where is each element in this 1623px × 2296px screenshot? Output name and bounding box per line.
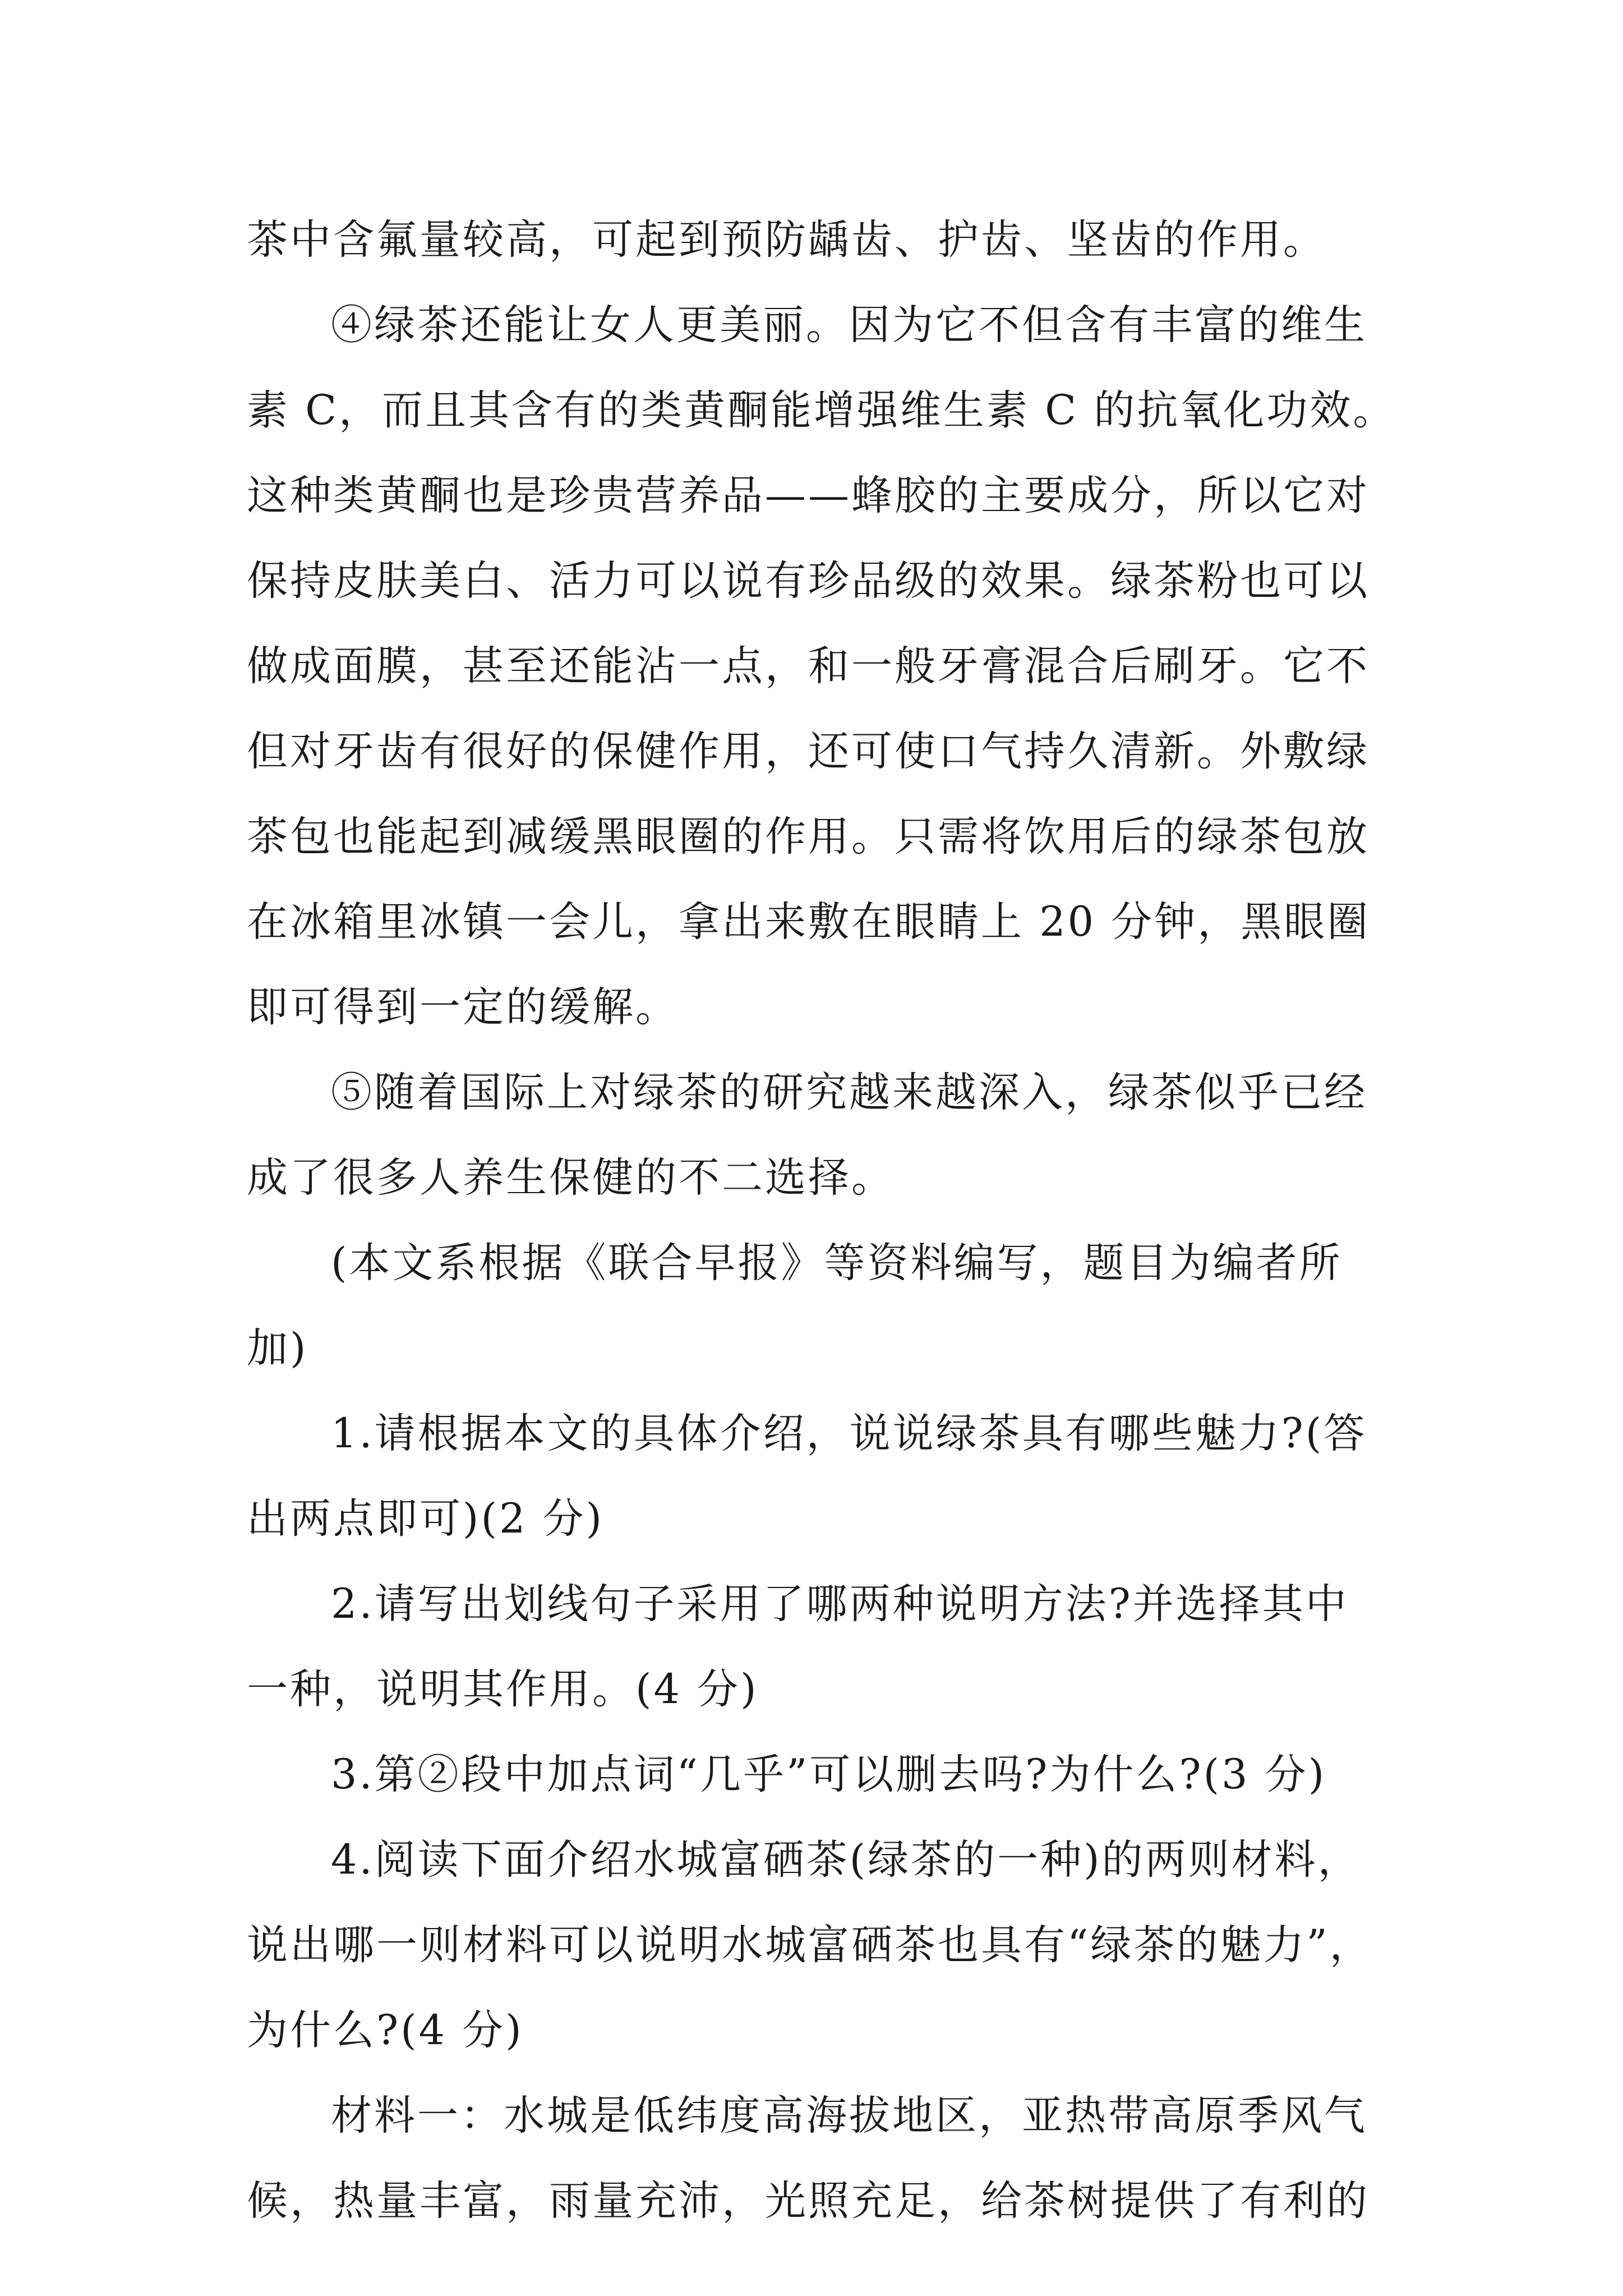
text-line: 但对牙齿有很好的保健作用，还可使口气持久清新。外敷绿 bbox=[247, 728, 1370, 775]
text-line: 出两点即可)(2 分) bbox=[247, 1495, 605, 1543]
question-1: 1.请根据本文的具体介绍，说说绿茶具有哪些魅力?(答 bbox=[331, 1410, 1367, 1457]
text-line: 在冰箱里冰镇一会儿，拿出来敷在眼睛上 20 分钟，黑眼圈 bbox=[247, 898, 1371, 946]
paragraph-4-start: ④绿茶还能让女人更美丽。因为它不但含有丰富的维生 bbox=[331, 301, 1367, 349]
text-line: 做成面膜，甚至还能沾一点，和一般牙膏混合后刷牙。它不 bbox=[247, 642, 1370, 690]
question-2: 2.请写出划线句子采用了哪两种说明方法?并选择其中 bbox=[331, 1580, 1349, 1628]
text-line: 即可得到一定的缓解。 bbox=[247, 983, 679, 1031]
text-line: 为什么?(4 分) bbox=[247, 2007, 524, 2054]
question-4: 4.阅读下面介绍水城富硒茶(绿茶的一种)的两则材料， bbox=[331, 1836, 1361, 1884]
text-line: 候，热量丰富，雨量充沛，光照充足，给茶树提供了有利的 bbox=[247, 2177, 1370, 2225]
text-line: 茶中含氟量较高，可起到预防龋齿、护齿、坚齿的作用。 bbox=[247, 216, 1326, 264]
document-body bbox=[247, 197, 1396, 2244]
text-line: 一种，说明其作用。(4 分) bbox=[247, 1665, 759, 1713]
text-line: 这种类黄酮也是珍贵营养品——蜂胶的主要成分，所以它对 bbox=[247, 472, 1370, 519]
text-line: 茶包也能起到减缓黑眼圈的作用。只需将饮用后的绿茶包放 bbox=[247, 813, 1370, 861]
paragraph-5-start: ⑤随着国际上对绿茶的研究越来越深入，绿茶似乎已经 bbox=[331, 1069, 1367, 1116]
text-line: 素 C，而且其含有的类黄酮能增强维生素 C 的抗氧化功效。 bbox=[247, 386, 1396, 434]
material-1: 材料一：水城是低纬度高海拔地区，亚热带高原季风气 bbox=[331, 2092, 1367, 2139]
text-line: 说出哪一则材料可以说明水城富硒茶也具有“绿茶的魅力”， bbox=[247, 1921, 1373, 1969]
text-line: 成了很多人养生保健的不二选择。 bbox=[247, 1154, 895, 1202]
question-3: 3.第②段中加点词“几乎”可以删去吗?为什么?(3 分) bbox=[331, 1751, 1327, 1798]
text-line: 保持皮肤美白、活力可以说有珍品级的效果。绿茶粉也可以 bbox=[247, 557, 1370, 605]
source-note: (本文系根据《联合早报》等资料编写，题目为编者所 bbox=[331, 1239, 1343, 1287]
text-line: 加) bbox=[247, 1324, 308, 1372]
